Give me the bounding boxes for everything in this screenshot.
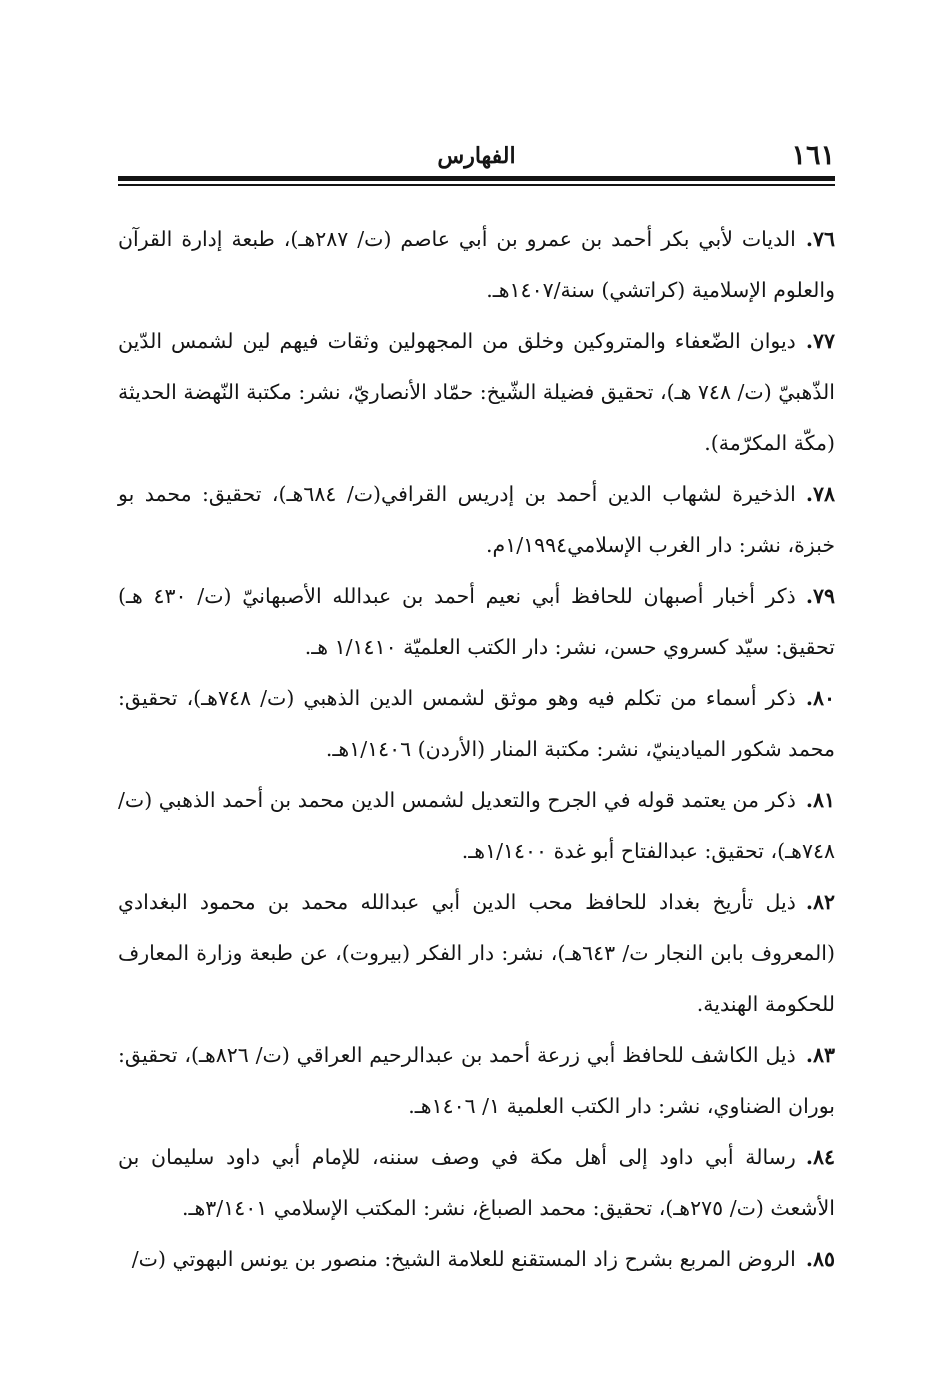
bibliography-entry-85 [118,1234,835,1285]
entry-text: الذخيرة لشهاب الدين أحمد بن إدريس القرافي(ت/ ٦٨٤هـ)، تحقيق: محمد بو خبزة، نشر: دار الغرب الإسلامي١/١٩٩٤م. [118,482,835,557]
entry-text: الروض المربع بشرح زاد المستقنع للعلامة الشيخ: منصور بن يونس البهوتي (ت/ [131,1247,796,1271]
entry-text: الديات لأبي بكر أحمد بن عمرو بن أبي عاصم (ت/ ٢٨٧هـ)، طبعة إدارة القرآن والعلوم الإسلامية (كراتشي) سنة/١٤٠٧هـ. [118,227,835,302]
bibliography-list [118,214,835,1285]
entry-text: ديوان الضّعفاء والمتروكين وخلق من المجهولين وثقات فيهم لين لشمس الدّين الذّهبيّ (ت/ ٧٤٨ هـ)، تحقيق فضيلة الشّيخ: حمّاد الأنصاريّ، نشر: مكتبة النّهضة الحديثة (مكّة المكرّمة). [118,329,835,455]
entry-number: ٨٣. [805,1043,835,1067]
entry-text: ذكر أسماء من تكلم فيه وهو موثق لشمس الدين الذهبي (ت/ ٧٤٨هـ)، تحقيق: محمد شكور الميادينيّ، نشر: مكتبة المنار (الأردن) ١/١٤٠٦هـ. [118,686,835,761]
entry-text: ذيل الكاشف للحافظ أبي زرعة أحمد بن عبدالرحيم العراقي (ت/ ٨٢٦هـ)، تحقيق: بوران الضناوي، نشر: دار الكتب العلمية ١/ ١٤٠٦هـ. [118,1043,835,1118]
entry-number: ٨٠. [805,686,835,710]
entry-number: ٨١. [805,788,835,812]
bibliography-entry-77 [118,316,835,469]
bibliography-entry-78 [118,469,835,571]
entry-text: ذكر من يعتمد قوله في الجرح والتعديل لشمس الدين محمد بن أحمد الذهبي (ت/ ٧٤٨هـ)، تحقيق: عبدالفتاح أبو غدة ١/١٤٠٠هـ. [118,788,835,863]
running-title: الفهارس [437,143,516,169]
bibliography-entry-79 [118,571,835,673]
bibliography-entry-84 [118,1132,835,1234]
entry-text: ذيل تأريخ بغداد للحافظ محب الدين أبي عبدالله محمد بن محمود البغدادي (المعروف بابن النجار ت/ ٦٤٣هـ)، نشر: دار الفكر (بيروت)، عن طبعة وزارة المعارف للحكومة الهندية. [118,890,835,1016]
bibliography-entry-83 [118,1030,835,1132]
entry-text: رسالة أبي داود إلى أهل مكة في وصف سننه، للإمام أبي داود سليمان بن الأشعث (ت/ ٢٧٥هـ)، تحقيق: محمد الصباغ، نشر: المكتب الإسلامي ٣/١٤٠١هـ. [118,1145,835,1220]
bibliography-entry-81 [118,775,835,877]
bibliography-entry-76 [118,214,835,316]
entry-number: ٨٤. [805,1145,835,1169]
entry-number: ٧٦. [805,227,835,251]
entry-number: ٨٢. [805,890,835,914]
page-header [118,138,835,174]
entry-number: ٨٥. [805,1247,835,1271]
entry-text: ذكر أخبار أصبهان للحافظ أبي نعيم أحمد بن عبدالله الأصبهانيّ (ت/ ٤٣٠ هـ) تحقيق: سيّد كسروي حسن، نشر: دار الكتب العلميّة ١/١٤١٠ هـ. [118,584,835,659]
entry-number: ٧٨. [805,482,835,506]
entry-number: ٧٩. [805,584,835,608]
header-rule-thick [118,176,835,181]
bibliography-entry-80 [118,673,835,775]
bibliography-entry-82 [118,877,835,1030]
header-rule-thin [118,184,835,186]
entry-number: ٧٧. [805,329,835,353]
page-number: ١٦١ [791,140,835,171]
